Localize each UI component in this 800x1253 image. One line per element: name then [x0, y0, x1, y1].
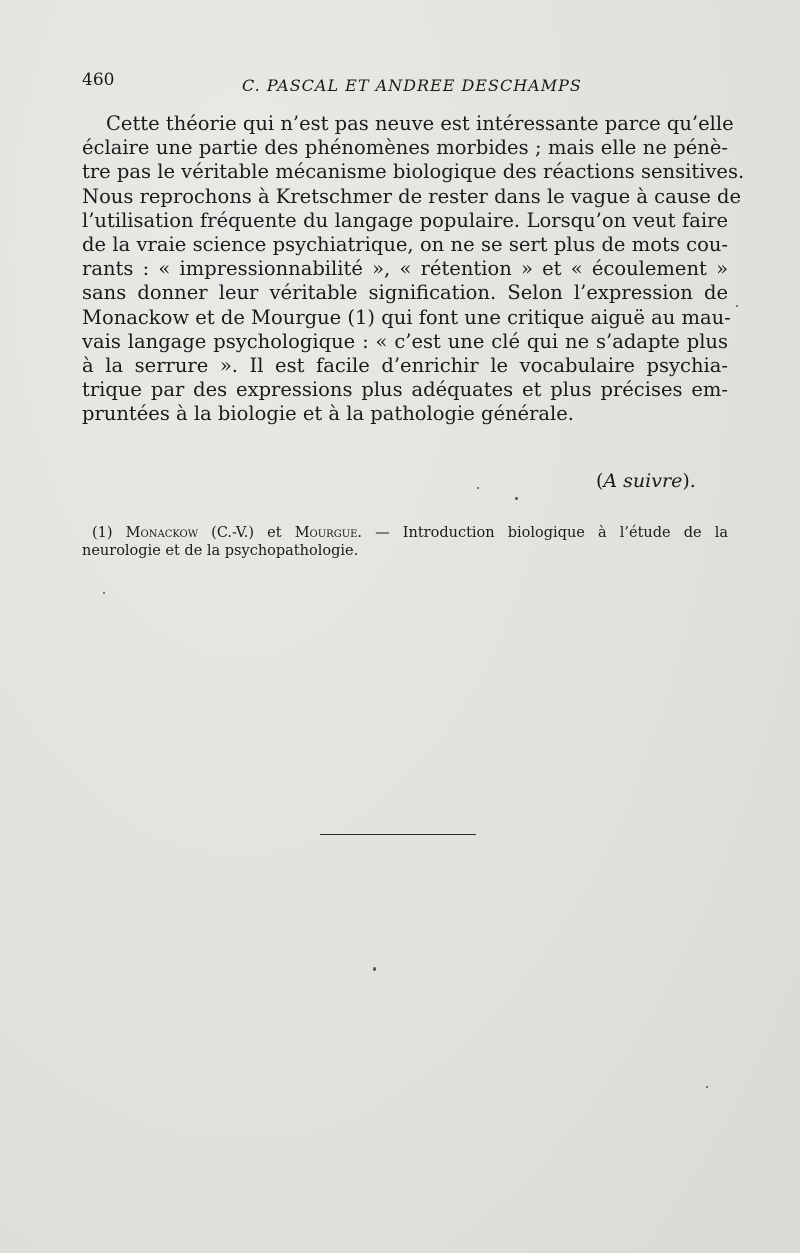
- section-end-rule: [320, 834, 476, 835]
- body-line: éclaire une partie des phénomènes morbides ; mais elle ne pénè-: [82, 136, 728, 160]
- body-line: Cette théorie qui n’est pas neuve est intéressante parce qu’elle: [106, 112, 734, 135]
- body-paragraph: [82, 112, 745, 426]
- speck: [477, 487, 479, 489]
- body-line: trique par des expressions plus adéquates et plus précises em-: [82, 378, 728, 402]
- body-line: Monackow et de Mourgue (1) qui font une critique aiguë au mau-: [82, 305, 731, 329]
- paren-open: (: [596, 470, 604, 492]
- speck: [706, 1086, 708, 1088]
- footnote-author: Monackow: [125, 525, 199, 541]
- body-line: vais langage psychologique : « c’est une clé qui ne s’adapte plus: [82, 329, 728, 353]
- page-number: 460: [82, 70, 115, 90]
- body-line: l’utilisation fréquente du langage populaire. Lorsqu’on veut faire: [82, 208, 728, 232]
- footnote-author: Mourgue.: [294, 525, 363, 541]
- footnote-line: [82, 524, 728, 542]
- body-line: pruntées à la biologie et à la pathologie générale.: [82, 402, 575, 426]
- speck: [515, 497, 518, 500]
- footnote-line: neurologie et de la psychopathologie.: [82, 543, 359, 559]
- running-title: C. PASCAL ET ANDREE DESCHAMPS: [242, 76, 582, 95]
- body-line: Nous reprochons à Kretschmer de rester dans le vague à cause de: [82, 184, 742, 208]
- footnote-marker: (1): [92, 525, 113, 541]
- body-line: rants : « impressionnabilité », « rétention » et « écoulement »: [82, 257, 728, 281]
- footnote-initials: (C.-V.) et: [211, 525, 282, 541]
- footnote: [82, 524, 728, 560]
- to-be-continued: [596, 470, 696, 492]
- body-line: de la vraie science psychiatrique, on ne se sert plus de mots cou-: [82, 232, 728, 256]
- body-line: tre pas le véritable mécanisme biologique des réactions sensitives.: [82, 160, 745, 184]
- paren-close: ).: [682, 470, 696, 492]
- speck: [103, 592, 105, 594]
- body-line: à la serrure ». Il est facile d’enrichir le vocabulaire psychia-: [82, 353, 728, 377]
- body-line: sans donner leur véritable signification. Selon l’expression de: [82, 281, 728, 305]
- speck: [373, 967, 376, 971]
- speck: [736, 305, 738, 307]
- page-header: [82, 70, 732, 100]
- to-be-continued-text: A suivre: [603, 470, 683, 492]
- footnote-title: — Introduction biologique à l’étude de la: [375, 525, 728, 541]
